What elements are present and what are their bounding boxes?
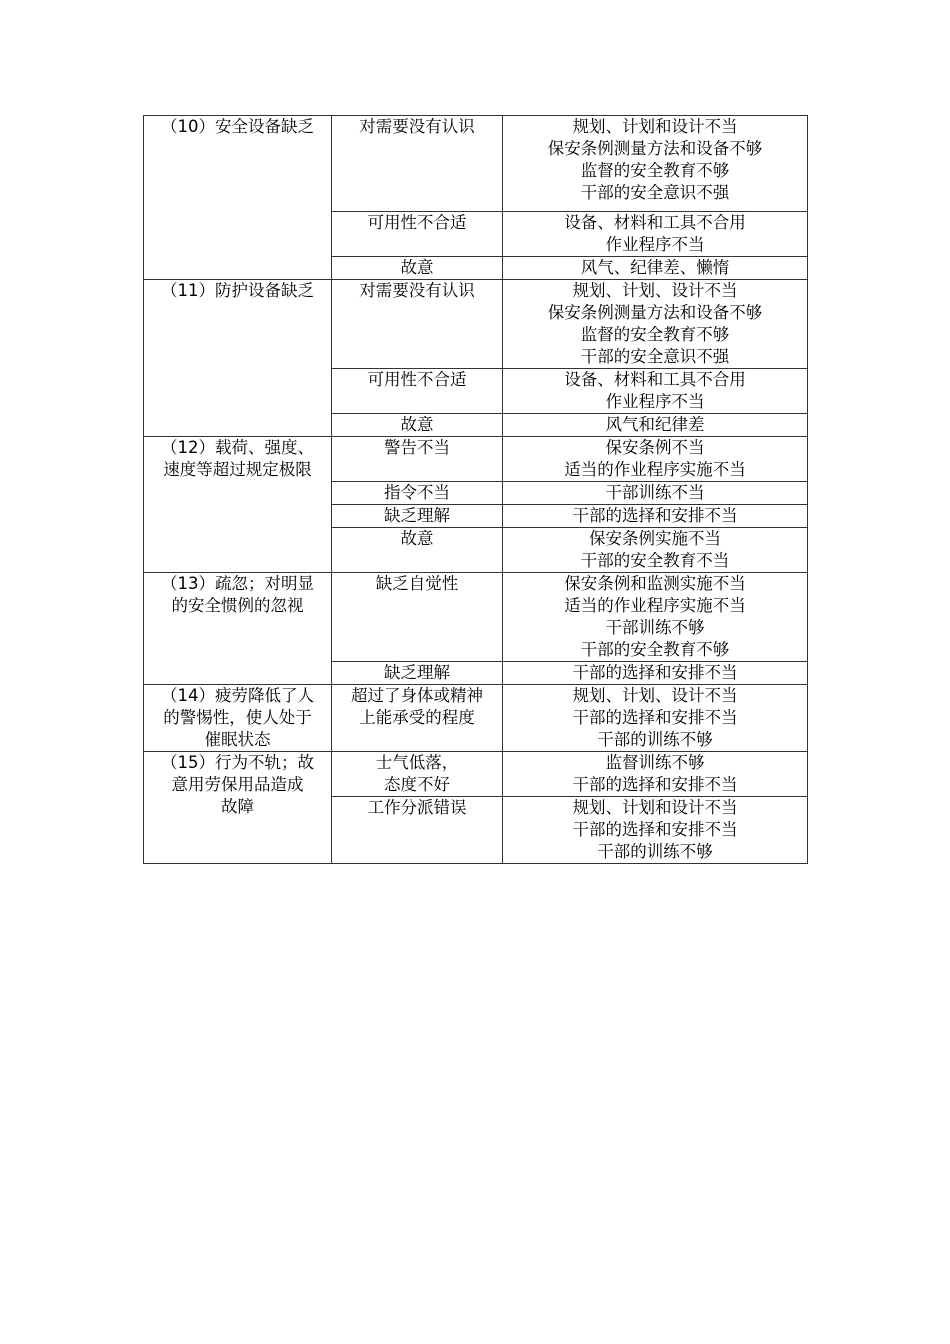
table-row [144,685,808,752]
cause-text: 故障 [221,797,254,816]
measure-text: 保安条例和监测实施不当 [564,574,746,593]
cause-text: （14）疲劳降低了人 [161,686,314,705]
measures-cell [503,505,808,528]
reason-text: 工作分派错误 [367,798,467,817]
measure-text: 保安条例测量方法和设备不够 [547,303,763,322]
measures-cell [503,437,808,482]
measures-cell [503,797,808,864]
reason-cell [332,482,503,505]
measure-text: 干部的安全教育不够 [580,640,730,659]
reason-cell [332,797,503,864]
reason-text: 对需要没有认识 [359,117,475,136]
reason-text: 可用性不合适 [367,370,467,389]
measure-text: 干部训练不当 [605,483,705,502]
measure-text: 风气和纪律差 [605,415,705,434]
reason-text: 上能承受的程度 [359,708,475,727]
measure-text: 监督的安全教育不够 [580,325,730,344]
table-row [144,116,808,212]
measure-text: 干部的训练不够 [597,842,713,861]
cause-cell [144,437,332,573]
measures-cell [503,662,808,685]
measures-cell [503,752,808,797]
cause-text: 速度等超过规定极限 [163,460,312,479]
cause-cell [144,280,332,437]
measure-text: 监督训练不够 [605,753,705,772]
measure-text: 规划、计划和设计不当 [572,798,738,817]
reason-text: 缺乏理解 [384,506,450,525]
reason-cell [332,528,503,573]
reason-cell [332,437,503,482]
measure-text: 适当的作业程序实施不当 [564,460,746,479]
measures-cell [503,685,808,752]
cause-text: 意用劳保用品造成 [171,775,304,794]
measure-text: 干部的训练不够 [597,730,713,749]
reason-text: 士气低落， [375,753,459,772]
reason-cell [332,662,503,685]
measure-text: 干部的安全意识不强 [580,183,730,202]
reason-text: 故意 [400,415,434,434]
measures-cell [503,212,808,257]
measures-cell [503,257,808,280]
cause-text: （11）防护设备缺乏 [161,281,314,300]
measure-text: 保安条例实施不当 [589,529,721,548]
reason-cell [332,116,503,212]
measure-text: 干部的选择和安排不当 [572,820,738,839]
reason-cell [332,573,503,662]
reason-cell [332,280,503,369]
measure-text: 干部的选择和安排不当 [572,506,738,525]
measures-cell [503,280,808,369]
cause-text: 的安全惯例的忽视 [171,596,304,615]
measure-text: 规划、计划、设计不当 [572,686,738,705]
reason-text: 对需要没有认识 [359,281,475,300]
reason-cell [332,414,503,437]
measures-cell [503,573,808,662]
reason-text: 超过了身体或精神 [351,686,483,705]
measure-text: 适当的作业程序实施不当 [564,596,746,615]
reason-cell [332,369,503,414]
measure-text: 保安条例测量方法和设备不够 [547,139,763,158]
measures-cell [503,369,808,414]
cause-cell [144,573,332,685]
measure-text: 作业程序不当 [605,235,705,254]
reason-text: 指令不当 [384,483,450,502]
cause-text: 催眠状态 [204,730,271,749]
reason-cell [332,212,503,257]
measure-text: 设备、材料和工具不合用 [564,213,746,232]
table-row [144,573,808,662]
reason-cell [332,505,503,528]
reason-text: 缺乏理解 [384,663,450,682]
cause-text: （12）载荷、强度、 [161,438,314,457]
cause-text: （15）行为不轨；故 [161,753,314,772]
measures-cell [503,116,808,212]
measure-text: 监督的安全教育不够 [580,161,730,180]
cause-cell [144,752,332,864]
cause-cell [144,116,332,280]
table-row [144,752,808,797]
measures-cell [503,482,808,505]
measure-text: 干部的选择和安排不当 [572,708,738,727]
reason-text: 可用性不合适 [367,213,467,232]
measure-text: 干部的安全意识不强 [580,347,730,366]
cause-text: 的警惕性，使人处于 [163,708,312,727]
measure-text: 保安条例不当 [605,438,705,457]
cause-cell [144,685,332,752]
measure-text: 规划、计划、设计不当 [572,281,738,300]
reason-cell [332,685,503,752]
table-row [144,280,808,369]
measure-text: 干部训练不够 [605,618,705,637]
measure-text: 干部的选择和安排不当 [572,663,738,682]
measures-cell [503,528,808,573]
measure-text: 设备、材料和工具不合用 [564,370,746,389]
reason-text: 故意 [400,529,434,548]
reason-cell [332,257,503,280]
reason-cell [332,752,503,797]
reason-text: 警告不当 [384,438,450,457]
cause-text: （10）安全设备缺乏 [161,117,314,136]
measure-text: 风气、纪律差、懒惰 [580,258,730,277]
measures-cell [503,414,808,437]
measure-text: 干部的安全教育不当 [580,551,730,570]
causes-table-body [144,116,808,864]
measure-text: 规划、计划和设计不当 [572,117,738,136]
causes-table [143,115,808,864]
reason-text: 态度不好 [384,775,450,794]
table-row [144,437,808,482]
measure-text: 干部的选择和安排不当 [572,775,738,794]
measure-text: 作业程序不当 [605,392,705,411]
reason-text: 缺乏自觉性 [375,574,459,593]
cause-text: （13）疏忽；对明显 [161,574,314,593]
reason-text: 故意 [400,258,434,277]
